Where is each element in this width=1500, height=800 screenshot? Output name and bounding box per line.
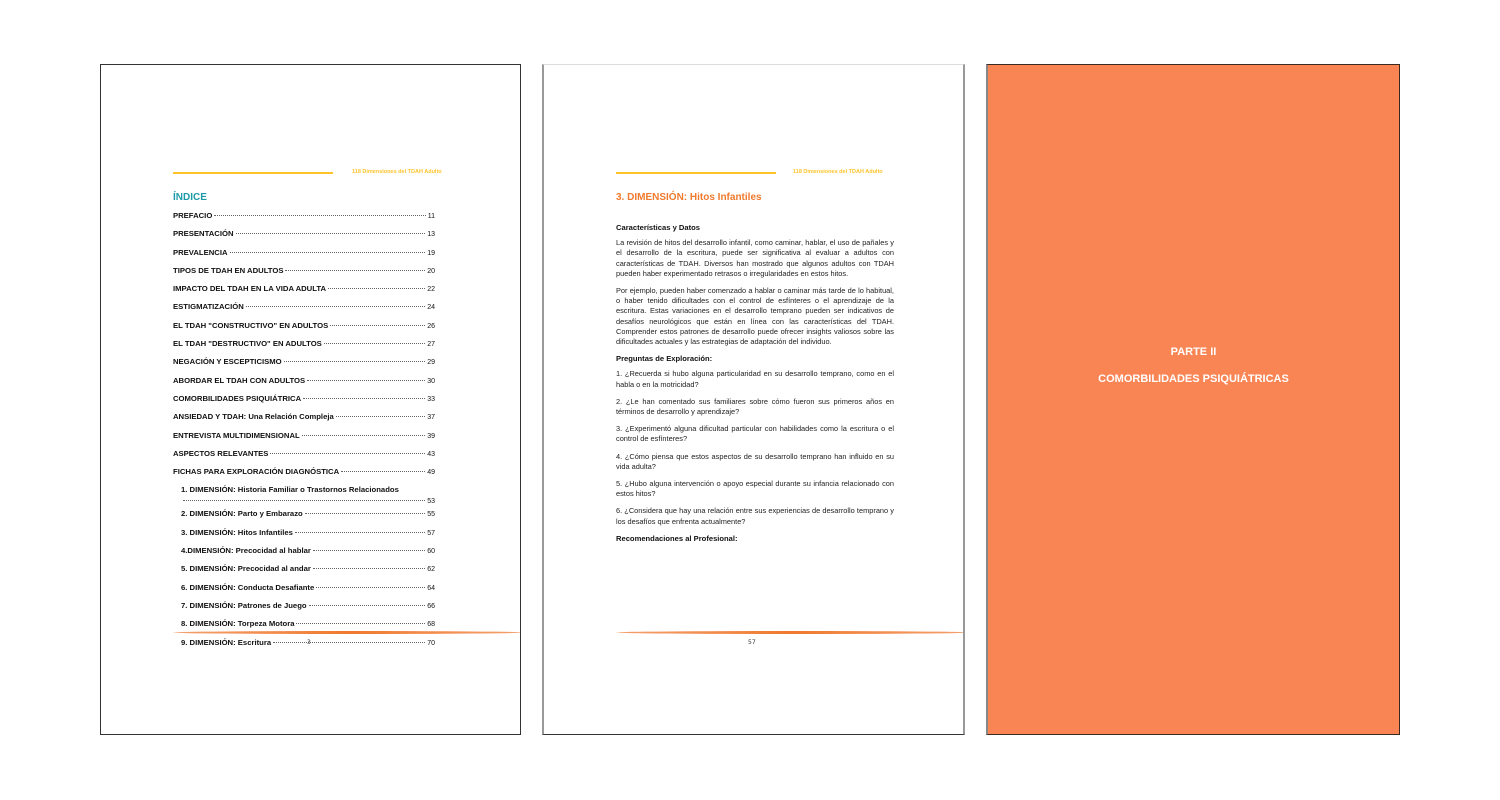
question: 6. ¿Considera que hay una relación entre sus experiencias de desarrollo temprano y los desafíos que enfrenta actualmente? — [616, 506, 894, 526]
toc-entry[interactable]: ENTREVISTA MULTIDIMENSIONAL 39 — [173, 430, 435, 440]
toc-subentry[interactable]: 6. DIMENSIÓN: Conducta Desafiante 64 — [181, 582, 435, 592]
toc-subentry[interactable]: 8. DIMENSIÓN: Torpeza Motora 68 — [181, 619, 435, 629]
toc-entry[interactable]: ESTIGMATIZACIÓN 24 — [173, 302, 435, 312]
toc-entry[interactable]: ABORDAR EL TDAH CON ADULTOS 30 — [173, 375, 435, 385]
dimension-title: 3. DIMENSIÓN: Hitos Infantiles — [616, 192, 762, 203]
toc-entry[interactable]: FICHAS PARA EXPLORACIÓN DIAGNÓSTICA 49 — [173, 467, 435, 477]
question: 5. ¿Hubo alguna intervención o apoyo especial durante su infancia relacionado con estos hitos? — [616, 479, 894, 499]
toc-subentry[interactable]: 3. DIMENSIÓN: Hitos Infantiles 57 — [181, 527, 435, 537]
part-label: PARTE II — [1170, 346, 1217, 358]
section-heading: Recomendaciones al Profesional: — [616, 533, 738, 543]
toc-entry[interactable]: PREFACIO 11 — [173, 211, 435, 220]
toc-subentry[interactable]: 7. DIMENSIÓN: Patrones de Juego 66 — [181, 600, 435, 610]
index-title: ÍNDICE — [173, 192, 207, 203]
toc-subentry[interactable]: 1. DIMENSIÓN: Historia Familiar o Trastornos Relacionados 53 — [181, 485, 435, 506]
toc-entry[interactable]: EL TDAH "DESTRUCTIVO" EN ADULTOS 27 — [173, 339, 435, 349]
toc-entry[interactable]: PREVALENCIA 19 — [173, 247, 435, 257]
paragraph: La revisión de hitos del desarrollo infantil, como caminar, hablar, el uso de pañales y el desarrollo de la escritura, puede ser significativa al evaluar a adultos con características de TDAH. Diversos han mostrado que algunos adultos con TDAH pueden haber experimentado retrasos o irregularidades en estos hitos. — [616, 238, 894, 278]
dimension-body — [616, 223, 894, 549]
toc-entry[interactable]: NEGACIÓN Y ESCEPTICISMO 29 — [173, 357, 435, 367]
page-number: 57 — [748, 639, 756, 646]
section-heading: Preguntas de Exploración: — [616, 354, 713, 364]
header-rule — [173, 172, 333, 174]
toc-entry[interactable]: EL TDAH "CONSTRUCTIVO" EN ADULTOS 26 — [173, 320, 435, 330]
running-header: 118 Dimensiones del TDAH Adulto — [352, 169, 442, 175]
paragraph: Por ejemplo, pueden haber comenzado a hablar o caminar más tarde de lo habitual, o haber tenido dificultades con el control de esfínteres o el aprendizaje de la escritura. Estas variaciones en el desarrollo temprano pueden ser indicativos de desafíos neurológicos que están en línea con las características del TDAH. Comprender estos patrones de desarrollo puede ofrecer insights valiosos sobre las dificultades actuales y las estrategias de adaptación del individuo. — [616, 286, 894, 347]
document-page-part-divider — [986, 64, 1400, 735]
question: 4. ¿Cómo piensa que estos aspectos de su desarrollo temprano han influido en su vida adulta? — [616, 451, 894, 471]
question: 3. ¿Experimentó alguna dificultad particular con habilidades como la escritura o el control de esfínteres? — [616, 424, 894, 444]
question: 1. ¿Recuerda si hubo alguna particularidad en su desarrollo temprano, como en el habla o en la motricidad? — [616, 369, 894, 389]
toc-entry[interactable]: ANSIEDAD Y TDAH: Una Relación Compleja 37 — [173, 412, 435, 422]
toc-entry[interactable]: PRESENTACIÓN 13 — [173, 229, 435, 239]
running-header: 118 Dimensiones del TDAH Adulto — [793, 169, 883, 175]
toc-subentry[interactable]: 2. DIMENSIÓN: Parto y Embarazo 55 — [181, 509, 435, 519]
toc-entry[interactable]: IMPACTO DEL TDAH EN LA VIDA ADULTA 22 — [173, 284, 435, 294]
toc-entry[interactable]: TIPOS DE TDAH EN ADULTOS 20 — [173, 265, 435, 275]
table-of-contents — [173, 211, 435, 656]
document-page-index — [100, 64, 521, 735]
toc-subentry[interactable]: 9. DIMENSIÓN: Escritura 70 — [181, 637, 435, 647]
toc-subentry[interactable]: 5. DIMENSIÓN: Precocidad al andar 62 — [181, 564, 435, 574]
part-title: COMORBILIDADES PSIQUIÁTRICAS — [1098, 373, 1289, 385]
question: 2. ¿Le han comentado sus familiares sobre cómo fueron sus primeros años en términos de desarrollo y aprendizaje? — [616, 396, 894, 417]
toc-subentry[interactable]: 4.DIMENSIÓN: Precocidad al hablar 60 — [181, 546, 435, 556]
section-heading: Características y Datos — [616, 223, 700, 232]
footer-rule — [173, 631, 521, 634]
page-number: 3 — [307, 639, 311, 646]
toc-entry[interactable]: ASPECTOS RELEVANTES 43 — [173, 448, 435, 458]
footer-rule — [616, 631, 965, 634]
toc-entry[interactable]: COMORBILIDADES PSIQUIÁTRICA 33 — [173, 393, 435, 403]
header-rule — [616, 172, 776, 174]
document-page-dimension — [542, 64, 965, 735]
